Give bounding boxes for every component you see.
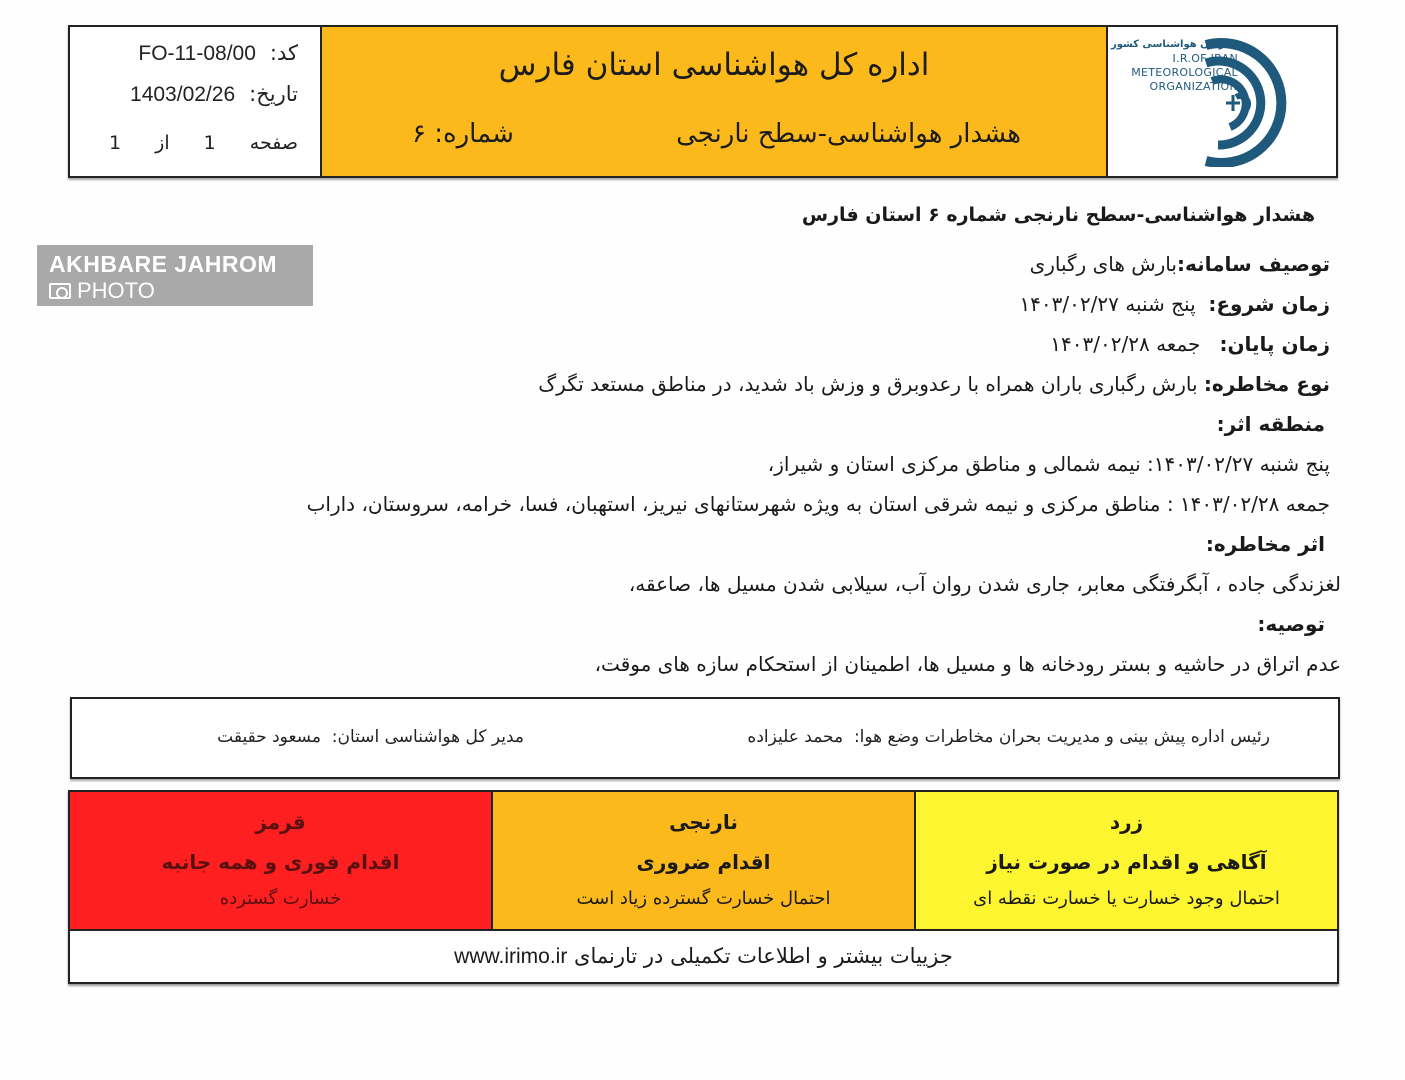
level-orange-desc: احتمال خسارت گسترده زیاد است <box>576 888 831 909</box>
area-line-2: جمعه ۱۴۰۳/۰۲/۲۸ : مناطق مرکزی و نیمه شرقی استان به ویژه شهرستانهای نیریز، استهبان، فسا، خرامه، سروستان، داراب <box>306 492 1330 516</box>
start-value: پنج شنبه ۱۴۰۳/۰۲/۲۷ <box>1019 292 1196 316</box>
watermark-line2: PHOTO <box>77 278 155 303</box>
date-value: 1403/02/26 <box>130 83 236 106</box>
date-label: تاریخ: <box>249 82 298 106</box>
page-label: صفحه <box>249 132 298 154</box>
page-total: 1 <box>109 132 122 154</box>
level-orange <box>493 792 916 931</box>
signature-director <box>217 727 524 747</box>
area-row <box>1217 412 1325 436</box>
level-yellow-desc: احتمال وجود خسارت یا خسارت نقطه ای <box>973 888 1280 909</box>
footer-note <box>70 931 1337 982</box>
system-row <box>1030 252 1330 276</box>
logo-en-line1: I.R.OF IRAN <box>1172 52 1238 65</box>
page-of: از <box>155 132 170 154</box>
level-yellow-name: زرد <box>1109 810 1144 834</box>
impact-label: اثر مخاطره: <box>1205 532 1325 556</box>
area-label: منطقه اثر: <box>1216 412 1325 436</box>
warning-title: هشدار هواشناسی-سطح نارنجی <box>676 119 1021 149</box>
code-label: کد: <box>269 41 298 65</box>
advice-value: عدم اتراق در حاشیه و بستر رودخانه ها و مسیل ها، اطمینان از استحکام سازه های موقت، <box>594 652 1341 676</box>
hazard-value: بارش رگباری باران همراه با رعدوبرق و وزش باد شدید، در مناطق مستعد تگرگ <box>538 372 1198 396</box>
head-name: محمد علیزاده <box>747 727 844 747</box>
hazard-label: نوع مخاطره: <box>1203 372 1330 396</box>
watermark <box>37 245 313 306</box>
director-name: مسعود حقیقت <box>217 727 321 747</box>
level-orange-action: اقدام ضروری <box>636 850 771 874</box>
document-header <box>68 25 1338 178</box>
hazard-row <box>538 372 1330 396</box>
area-line-1: پنج شنبه ۱۴۰۳/۰۲/۲۷: نیمه شمالی و مناطق مرکزی استان و شیراز، <box>767 452 1330 476</box>
footer-text: جزییات بیشتر و اطلاعات تکمیلی در تارنمای <box>574 944 953 968</box>
system-value: بارش های رگباری <box>1029 252 1177 276</box>
watermark-line1: AKHBARE JAHROM <box>49 251 278 277</box>
logo-spiral-icon <box>1196 37 1306 167</box>
warning-number: شماره: ۶ <box>412 119 514 149</box>
org-title: اداره کل هواشناسی استان فارس <box>498 47 930 83</box>
impact-label-row <box>1206 532 1325 556</box>
level-red-name: قرمز <box>255 810 306 834</box>
logo-en-line2: METEOROLOGICAL <box>1131 66 1238 79</box>
irimo-logo <box>1106 27 1336 176</box>
logo-fa-text: سازمان هواشناسی کشور <box>1110 39 1238 50</box>
page-row <box>109 132 298 154</box>
level-red-action: اقدام فوری و همه جانبه <box>161 850 400 874</box>
camera-icon <box>49 283 71 299</box>
body-heading: هشدار هواشناسی-سطح نارنجی شماره ۶ استان فارس <box>801 204 1315 226</box>
level-red-desc: خسارت گسترده <box>219 888 342 909</box>
start-row <box>1019 292 1330 316</box>
end-value: جمعه ۱۴۰۳/۰۲/۲۸ <box>1050 332 1201 356</box>
footer-link[interactable]: www.irimo.ir <box>454 945 568 968</box>
advice-label: توصیه: <box>1257 612 1325 636</box>
signature-head <box>747 727 1270 747</box>
end-label: زمان پایان: <box>1219 332 1330 356</box>
level-orange-name: نارنجی <box>669 810 738 834</box>
header-title-area <box>322 27 1106 176</box>
page-current: 1 <box>203 132 216 154</box>
system-label: توصیف سامانه: <box>1176 252 1330 276</box>
advice-label-row <box>1257 612 1325 636</box>
logo-en-line3: ORGANIZATION <box>1149 80 1238 93</box>
level-yellow-action: آگاهی و اقدام در صورت نیاز <box>986 850 1267 874</box>
end-row <box>1050 332 1330 356</box>
signature-box <box>70 697 1340 779</box>
impact-value: لغزندگی جاده ، آبگرفتگی معابر، جاری شدن روان آب، سیلابی شدن مسیل ها، صاعقه، <box>628 572 1341 596</box>
start-label: زمان شروع: <box>1208 292 1330 316</box>
level-red <box>70 792 493 931</box>
head-label: رئیس اداره پیش بینی و مدیریت بحران مخاطرات وضع هوا: <box>853 727 1270 747</box>
date-row <box>130 82 298 107</box>
director-label: مدیر کل هواشناسی استان: <box>331 727 524 747</box>
warning-levels-table <box>68 790 1339 984</box>
code-row <box>138 41 298 66</box>
header-meta <box>70 27 322 176</box>
code-value: FO-11-08/00 <box>138 42 256 65</box>
level-yellow <box>916 792 1337 931</box>
